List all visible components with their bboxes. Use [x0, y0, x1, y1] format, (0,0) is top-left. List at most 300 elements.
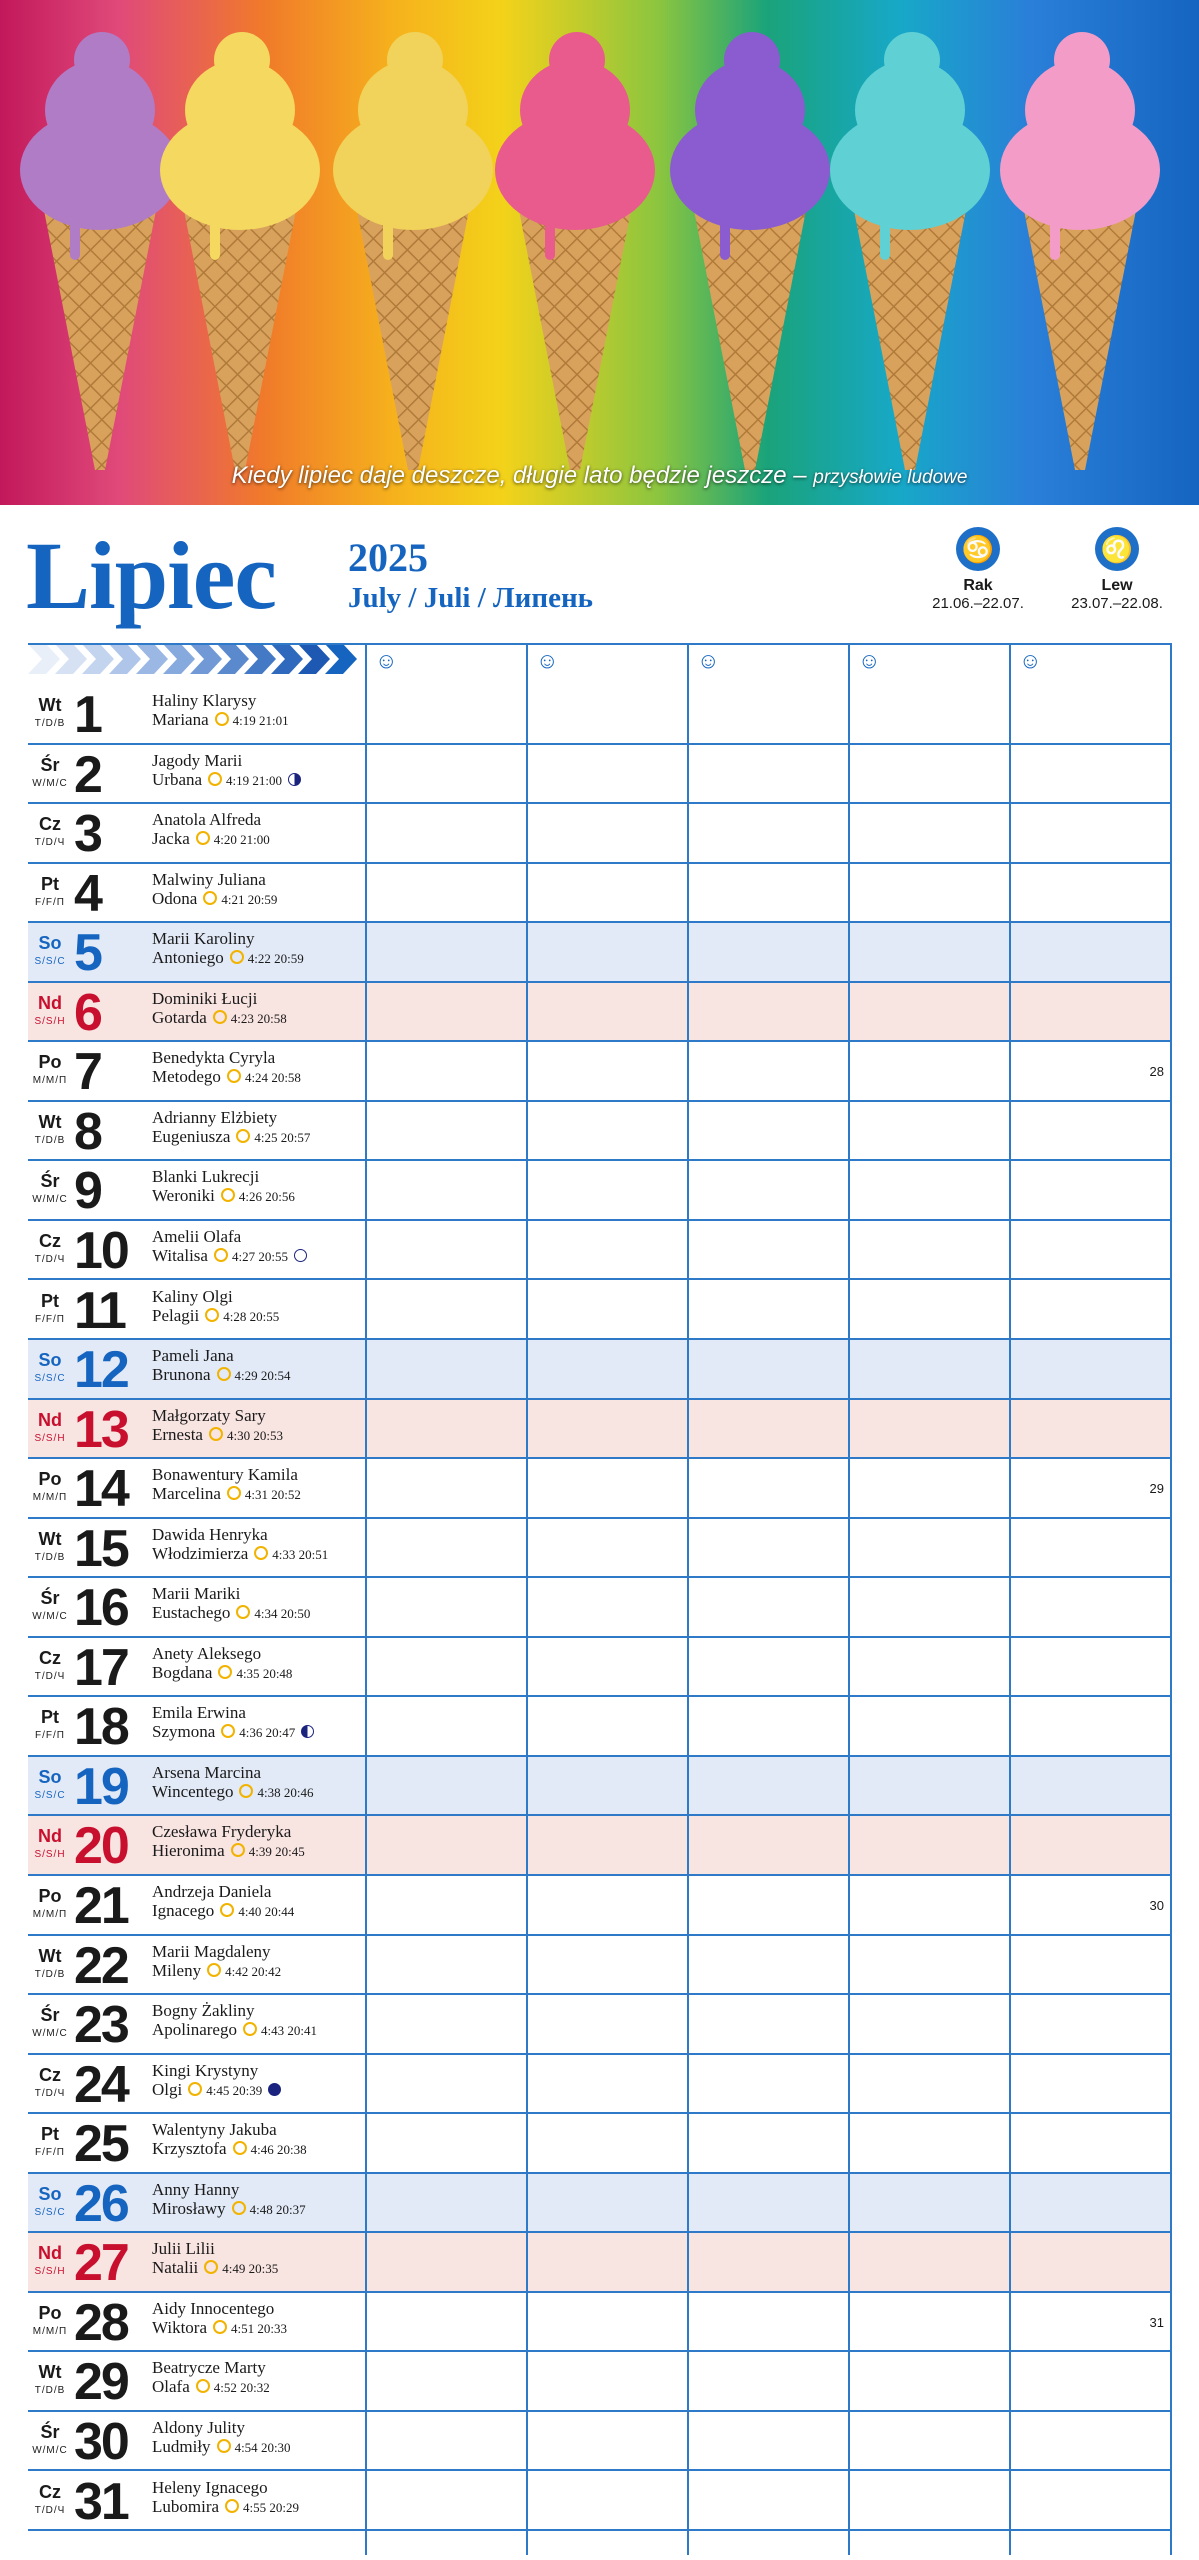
sunset-time: 21:00: [240, 832, 270, 848]
ice-cream-cone: [160, 32, 320, 470]
ice-cream-cone: [670, 32, 830, 470]
grid-divider: [1170, 643, 1172, 2555]
sun-icon: [221, 1188, 235, 1202]
name-days-line1: Dawida Henryka: [152, 1524, 268, 1544]
name-days-line2: Marcelina 4:31 20:52: [152, 1484, 301, 1504]
day-row: [28, 2055, 1170, 2115]
weekday-label: Po: [38, 1886, 62, 1906]
sunrise-time: 4:21: [221, 891, 245, 907]
sunrise-time: 4:29: [234, 1368, 258, 1384]
grid-divider: [365, 643, 367, 2555]
name-days: [152, 1584, 310, 1623]
day-number: 5: [74, 924, 101, 983]
day-number: 23: [74, 1996, 128, 2055]
day-number: 15: [74, 1519, 128, 1578]
name-days: [152, 2358, 270, 2397]
ice-cream-cone: [20, 32, 180, 470]
moon-phase-icon: [288, 773, 301, 786]
day-number: 8: [74, 1102, 101, 1161]
sunrise-time: 4:54: [234, 2439, 258, 2455]
grid-divider: [1009, 643, 1011, 2555]
sunset-time: 20:58: [271, 1070, 301, 1086]
name-days-line1: Haliny Klarysy: [152, 691, 257, 710]
day-row: [28, 983, 1170, 1043]
sun-icon: [254, 1546, 268, 1560]
sun-icon: [227, 1486, 241, 1500]
name-days-line2: Ludmiły 4:54 20:30: [152, 2436, 291, 2456]
day-row: [28, 923, 1170, 983]
name-days-line2: Jacka 4:20 21:00: [152, 829, 270, 849]
sun-icon: [232, 2201, 246, 2215]
day-row: [28, 685, 1170, 745]
name-days-line2: Urbana 4:19 21:00: [152, 770, 301, 790]
sun-icon: [220, 1903, 234, 1917]
name-days-line2: Metodego 4:24 20:58: [152, 1067, 301, 1087]
weekday-label: Cz: [39, 2481, 61, 2502]
name-days-line2: Eustachego 4:34 20:50: [152, 1603, 311, 1623]
day-number: 11: [74, 1281, 125, 1340]
weekday-translations: M/M/П: [32, 1492, 68, 1504]
sun-icon: [221, 1724, 235, 1738]
sunset-time: 20:37: [276, 2201, 306, 2217]
name-days: [152, 2061, 281, 2100]
sunset-time: 20:35: [248, 2261, 279, 2277]
day-row: [28, 1697, 1170, 1757]
name-days-line1: Dominiki Łucji: [152, 988, 258, 1008]
moon-phase-icon: [294, 1249, 307, 1262]
day-row: [28, 1161, 1170, 1221]
sunset-time: 20:38: [276, 2142, 307, 2158]
name-days-line1: Małgorzaty Sary: [152, 1405, 266, 1425]
day-row: [28, 1459, 1170, 1519]
sun-icon: [205, 1308, 219, 1322]
column-smiley-icon: ☺: [697, 648, 720, 673]
day-row: [28, 1936, 1170, 1996]
weekday-translations: S/S/Н: [34, 2266, 66, 2278]
sun-icon: [213, 2320, 227, 2334]
name-days-line2: Szymona 4:36 20:47: [152, 1722, 314, 1742]
header-photo: [0, 0, 1199, 505]
lion-icon: ♌: [1095, 527, 1139, 571]
weekday-translations: M/M/П: [32, 2325, 68, 2337]
weekday-translations: S/S/С: [34, 956, 66, 968]
sunrise-time: 4:51: [231, 2320, 255, 2336]
sunset-time: 20:33: [257, 2320, 288, 2336]
day-row: [28, 1221, 1170, 1281]
sunrise-time: 4:48: [249, 2201, 273, 2217]
sun-icon: [203, 891, 217, 905]
sunrise-time: 4:20: [213, 832, 237, 848]
day-number: 18: [74, 1698, 128, 1757]
sunrise-time: 4:33: [272, 1546, 296, 1562]
day-number: 26: [74, 2174, 128, 2233]
ice-cream-cone: [1000, 32, 1160, 470]
ice-cream-cone: [333, 32, 493, 470]
weekday-label: Śr: [40, 1588, 60, 1609]
name-days-line1: Marii Karoliny: [152, 929, 255, 949]
weekday-translations: W/M/С: [32, 1194, 68, 1206]
day-number: 28: [74, 2293, 128, 2352]
sun-icon: [243, 2022, 257, 2036]
day-number: 31: [74, 2472, 128, 2531]
day-row: [28, 2352, 1170, 2412]
sunrise-time: 4:43: [260, 2023, 285, 2039]
name-days-line1: Arsena Marcina: [152, 1762, 262, 1782]
name-days-line2: Gotarda 4:23 20:58: [152, 1007, 287, 1027]
sunrise-time: 4:22: [247, 951, 271, 967]
name-days-line1: Bonawentury Kamila: [152, 1465, 298, 1485]
sun-icon: [208, 772, 222, 786]
day-number: 12: [74, 1341, 128, 1400]
name-days: [152, 1227, 307, 1266]
name-days: [152, 2180, 306, 2219]
day-number: 27: [74, 2234, 128, 2293]
column-smiley-icon: ☺: [858, 648, 881, 673]
day-number: 30: [74, 2412, 128, 2471]
sunset-time: 21:00: [252, 772, 283, 788]
day-number: 4: [74, 864, 101, 923]
day-number: 17: [74, 1638, 128, 1697]
sunset-time: 20:54: [260, 1368, 291, 1384]
day-row: [28, 2293, 1170, 2353]
sun-icon: [196, 831, 210, 845]
name-days: [152, 2418, 291, 2457]
sunset-time: 20:45: [275, 1844, 305, 1860]
name-days: [152, 691, 289, 730]
month-title: Lipiec: [26, 522, 276, 629]
weekday-translations: T/D/В: [34, 1551, 66, 1563]
weekday-translations: T/D/В: [34, 1968, 66, 1980]
name-days: [152, 989, 287, 1028]
crab-icon: ♋: [956, 527, 1000, 571]
name-days: [152, 870, 277, 909]
weekday-translations: S/S/Н: [34, 1015, 66, 1027]
sunrise-time: 4:27: [231, 1248, 256, 1264]
sunrise-time: 4:49: [222, 2261, 246, 2277]
day-row: [28, 1281, 1170, 1341]
name-days: [152, 1167, 295, 1206]
day-row: [28, 2114, 1170, 2174]
name-days-line1: Beatrycze Marty: [152, 2358, 266, 2378]
sunrise-time: 4:55: [243, 2499, 267, 2515]
day-row: [28, 1757, 1170, 1817]
weekday-translations: S/S/Н: [34, 1432, 66, 1444]
weekday-translations: T/D/Ч: [34, 1253, 66, 1265]
grid-top-line: [28, 643, 1170, 645]
zodiac-leo: ♌ Lew 23.07.–22.08.: [1052, 527, 1182, 612]
day-row: [28, 804, 1170, 864]
sun-icon: [225, 2499, 239, 2513]
weekday-translations: S/S/С: [34, 1373, 66, 1385]
name-days-line1: Andrzeja Daniela: [152, 1882, 272, 1901]
name-days: [152, 1644, 292, 1683]
column-smiley-icon: ☺: [536, 648, 559, 673]
weekday-translations: F/F/П: [35, 1730, 65, 1742]
name-days-line1: Bogny Żakliny: [152, 2001, 255, 2021]
weekday-translations: S/S/С: [34, 1789, 66, 1801]
sun-icon: [233, 2141, 247, 2155]
ice-cream-cone: [495, 32, 655, 470]
name-days: [152, 1108, 310, 1147]
column-smiley-icon: ☺: [375, 648, 398, 673]
day-number: 21: [74, 1877, 128, 1935]
name-days-line1: Malwiny Juliana: [152, 869, 266, 889]
name-days: [152, 1763, 313, 1802]
sun-icon: [227, 1069, 241, 1083]
sun-icon: [236, 1129, 250, 1143]
week-number: 28: [1149, 1064, 1164, 1080]
weekday-label: Nd: [38, 2243, 62, 2264]
name-days-line1: Marii Magdaleny: [152, 1941, 271, 1961]
day-row: [28, 2472, 1170, 2532]
sun-icon: [214, 1248, 228, 1262]
day-number: 25: [74, 2115, 128, 2174]
name-days-line2: Krzysztofa 4:46 20:38: [152, 2139, 307, 2159]
sunrise-time: 4:36: [239, 1725, 263, 1741]
weekday-label: Cz: [39, 814, 61, 835]
ice-cream-cone: [830, 32, 990, 470]
day-number: 24: [74, 2055, 128, 2114]
name-days-line2: Mariana 4:19 21:01: [152, 710, 289, 729]
sunrise-time: 4:34: [254, 1606, 278, 1622]
sunset-time: 21:01: [259, 713, 289, 728]
name-days-line2: Antoniego 4:22 20:59: [152, 948, 304, 968]
weekday-label: Wt: [38, 695, 62, 715]
name-days: [152, 1703, 314, 1742]
name-days-line2: Witalisa 4:27 20:55: [152, 1246, 307, 1266]
zodiac-cancer: ♋ Rak 21.06.–22.07.: [913, 527, 1043, 612]
sunset-time: 20:47: [265, 1725, 296, 1741]
weekday-label: Pt: [41, 1290, 59, 1311]
day-number: 3: [74, 805, 101, 864]
sunset-time: 20:55: [258, 1248, 288, 1264]
name-days-line1: Marii Mariki: [152, 1584, 241, 1604]
sunrise-time: 4:31: [244, 1487, 269, 1503]
name-days-line1: Julii Lilii: [152, 2239, 215, 2259]
name-days-line2: Mirosławy 4:48 20:37: [152, 2198, 306, 2218]
name-days: [152, 2239, 278, 2278]
name-days-line1: Anatola Alfreda: [152, 810, 262, 830]
weekday-label: Wt: [38, 1111, 62, 1132]
name-days: [152, 1882, 294, 1921]
weather-proverb: Kiedy lipiec daje deszcze, długie lato będzie jeszcze – przysłowie ludowe: [231, 462, 968, 489]
weekday-translations: W/M/С: [32, 2444, 68, 2456]
day-number: 7: [74, 1043, 101, 1102]
name-days-line2: Ernesta 4:30 20:53: [152, 1424, 283, 1444]
day-row: [28, 1102, 1170, 1162]
sunrise-time: 4:30: [226, 1427, 251, 1443]
name-days-line2: Lubomira 4:55 20:29: [152, 2496, 300, 2516]
chevron-arrow: [28, 644, 60, 674]
sun-icon: [209, 1427, 223, 1441]
weekday-translations: W/M/С: [32, 777, 68, 789]
name-days-line1: Benedykta Cyryla: [152, 1048, 276, 1068]
day-row: [28, 2412, 1170, 2472]
month-translations: July / Juli / Липень: [348, 582, 593, 614]
name-days-line2: Bogdana 4:35 20:48: [152, 1662, 293, 1682]
sun-icon: [213, 1010, 227, 1024]
day-number: 29: [74, 2353, 128, 2412]
weekday-translations: T/D/Ч: [34, 2504, 66, 2516]
sunset-time: 20:59: [247, 891, 278, 907]
name-days-line2: Apolinarego 4:43 20:41: [152, 2020, 317, 2040]
name-days-line1: Czesława Fryderyka: [152, 1822, 292, 1842]
weekday-label: So: [38, 1350, 62, 1371]
sunrise-time: 4:40: [238, 1904, 262, 1919]
name-days-line2: Hieronima 4:39 20:45: [152, 1841, 305, 1861]
name-days-line1: Emila Erwina: [152, 1703, 246, 1723]
weekday-label: Cz: [39, 1230, 61, 1251]
day-number: 1: [74, 686, 101, 744]
weekday-translations: W/M/С: [32, 1611, 68, 1623]
day-number: 6: [74, 983, 101, 1042]
name-days-line2: Brunona 4:29 20:54: [152, 1365, 291, 1385]
grid-divider: [687, 643, 689, 2555]
weekday-label: Wt: [38, 1945, 62, 1966]
sunset-time: 20:42: [251, 1963, 282, 1979]
sunset-time: 20:29: [269, 2499, 300, 2515]
name-days-line1: Anny Hanny: [152, 2179, 240, 2199]
name-days-line2: Pelagii 4:28 20:55: [152, 1305, 280, 1325]
weekday-label: Śr: [40, 1171, 60, 1192]
weekday-label: Wt: [38, 2362, 62, 2383]
sunset-time: 20:53: [253, 1427, 283, 1443]
name-days: [152, 2120, 307, 2159]
sun-icon: [215, 712, 229, 726]
weekday-translations: F/F/П: [35, 896, 65, 908]
weekday-translations: W/M/С: [32, 2028, 68, 2040]
sun-icon: [231, 1843, 245, 1857]
name-days-line1: Kingi Krystyny: [152, 2060, 259, 2080]
name-days: [152, 1287, 279, 1326]
sunrise-time: 4:42: [225, 1963, 249, 1979]
day-row: [28, 1519, 1170, 1579]
name-days: [152, 2299, 287, 2338]
weekday-translations: S/S/Н: [34, 1849, 66, 1861]
weekday-label: Nd: [38, 992, 62, 1013]
day-row: [28, 1816, 1170, 1876]
sunrise-time: 4:24: [244, 1070, 269, 1086]
sunset-time: 20:56: [265, 1189, 295, 1205]
weekday-translations: T/D/Ч: [34, 837, 66, 849]
name-days-line1: Aldony Julity: [152, 2417, 246, 2437]
weekday-label: Cz: [39, 2064, 61, 2085]
sun-icon: [218, 1665, 232, 1679]
sunset-time: 20:55: [249, 1308, 280, 1324]
sunrise-time: 4:39: [248, 1844, 272, 1860]
name-days-line2: Wincentego 4:38 20:46: [152, 1781, 314, 1801]
day-row: [28, 1340, 1170, 1400]
day-row: [28, 864, 1170, 924]
grid-divider: [526, 643, 528, 2555]
name-days-line2: Olafa 4:52 20:32: [152, 2377, 270, 2397]
sunset-time: 20:58: [257, 1010, 287, 1026]
sunset-time: 20:41: [287, 2023, 317, 2039]
name-days-line2: Weroniki 4:26 20:56: [152, 1186, 295, 1206]
sunset-time: 20:52: [271, 1487, 301, 1503]
sunrise-time: 4:35: [236, 1665, 260, 1681]
grid-divider: [848, 643, 850, 2555]
chevron-arrows-decoration: [28, 644, 363, 674]
sun-icon: [196, 2379, 210, 2393]
sunrise-time: 4:46: [250, 2142, 274, 2158]
weekday-translations: F/F/П: [35, 1313, 65, 1325]
day-number: 13: [74, 1400, 128, 1459]
weekday-label: So: [38, 2183, 62, 2204]
day-row: [28, 1042, 1170, 1102]
sun-icon: [239, 1784, 253, 1798]
weekday-label: Śr: [40, 2005, 60, 2026]
name-days: [152, 1406, 283, 1445]
sunrise-time: 4:19: [226, 772, 250, 788]
day-row: [28, 1638, 1170, 1698]
name-days-line1: Blanki Lukrecji: [152, 1167, 260, 1187]
name-days-line1: Jagody Marii: [152, 750, 243, 770]
sunrise-time: 4:28: [223, 1308, 247, 1324]
name-days-line2: Mileny 4:42 20:42: [152, 1960, 282, 1980]
sun-icon: [207, 1963, 221, 1977]
sun-icon: [217, 2439, 231, 2453]
name-days-line2: Odona 4:21 20:59: [152, 888, 278, 908]
name-days-line1: Adrianny Elżbiety: [152, 1107, 278, 1127]
name-days-line2: Wiktora 4:51 20:33: [152, 2317, 288, 2337]
weekday-label: Pt: [41, 1707, 59, 1728]
sunrise-time: 4:52: [213, 2380, 237, 2396]
name-days-line1: Walentyny Jakuba: [152, 2120, 277, 2140]
name-days: [152, 2001, 317, 2040]
name-days-line2: Włodzimierza 4:33 20:51: [152, 1543, 329, 1563]
moon-phase-icon: [301, 1725, 314, 1738]
day-row: [28, 2233, 1170, 2293]
day-row: [28, 1876, 1170, 1936]
weekday-label: So: [38, 933, 62, 954]
name-days: [152, 1525, 328, 1564]
sunset-time: 20:50: [280, 1606, 311, 1622]
ice-cream-cones-illustration: [0, 0, 1199, 505]
year-label: 2025: [348, 535, 428, 580]
day-number: 9: [74, 1162, 101, 1221]
day-row: [28, 1400, 1170, 1460]
sunset-time: 20:32: [240, 2380, 270, 2396]
week-number: 30: [1149, 1898, 1164, 1913]
sun-icon: [217, 1367, 231, 1381]
name-days: [152, 1942, 281, 1981]
sunrise-time: 4:45: [206, 2082, 230, 2098]
name-days: [152, 1465, 301, 1504]
sunrise-time: 4:25: [254, 1129, 278, 1145]
name-days-line1: Amelii Olafa: [152, 1226, 242, 1246]
sun-icon: [204, 2260, 218, 2274]
weekday-label: Śr: [40, 754, 60, 775]
sun-icon: [236, 1605, 250, 1619]
name-days: [152, 751, 301, 790]
weekday-label: Po: [38, 2302, 62, 2323]
weekday-translations: T/D/В: [34, 1134, 66, 1146]
weekday-label: Nd: [38, 1409, 62, 1430]
day-number: 16: [74, 1579, 128, 1638]
sunset-time: 20:59: [274, 951, 304, 967]
name-days-line1: Anety Aleksego: [152, 1643, 262, 1663]
sunset-time: 20:51: [298, 1546, 329, 1562]
sunset-time: 20:57: [280, 1129, 311, 1145]
sun-icon: [230, 950, 244, 964]
name-days-line2: Eugeniusza 4:25 20:57: [152, 1126, 311, 1146]
sunrise-time: 4:26: [238, 1189, 262, 1205]
sunrise-time: 4:38: [257, 1784, 281, 1800]
day-number: 22: [74, 1936, 128, 1995]
moon-phase-icon: [268, 2083, 281, 2096]
weekday-label: So: [38, 1766, 62, 1787]
